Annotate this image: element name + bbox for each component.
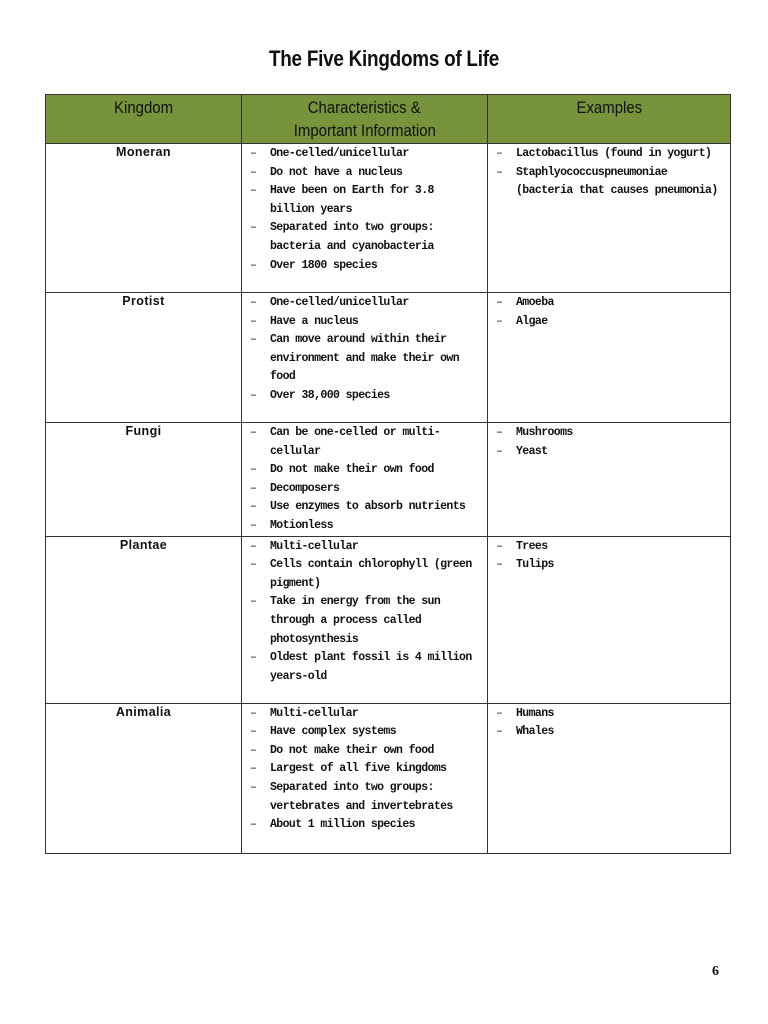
- list-item: – Over 38,000 species: [248, 387, 483, 406]
- list-item: – Lactobacillus (found in yogurt): [494, 145, 726, 164]
- list-item: – Decomposers: [248, 480, 483, 499]
- list-item: – Do not make their own food: [248, 461, 483, 480]
- list-item: – One-celled/unicellular: [248, 294, 483, 313]
- list-item: – Largest of all five kingdoms: [248, 760, 483, 779]
- list-item: – Mushrooms: [494, 424, 726, 443]
- table-row: [46, 144, 731, 293]
- examples-cell: [488, 144, 731, 293]
- list-item: – Staphlyococcuspneumoniae (bacteria that causes pneumonia): [494, 164, 726, 201]
- kingdom-name: Plantae: [46, 536, 242, 703]
- characteristics-list: [248, 538, 483, 687]
- kingdom-name: Fungi: [46, 423, 242, 537]
- kingdom-name: Moneran: [46, 144, 242, 293]
- list-item: – Cells contain chlorophyll (green pigment): [248, 556, 483, 593]
- characteristics-cell: [242, 144, 488, 293]
- characteristics-cell: [242, 703, 488, 853]
- page-number: 6: [712, 964, 719, 979]
- list-item: – Have been on Earth for 3.8 billion years: [248, 182, 483, 219]
- examples-list: [494, 424, 726, 461]
- examples-list: [494, 705, 726, 742]
- characteristics-cell: [242, 536, 488, 703]
- list-item: – Multi-cellular: [248, 705, 483, 724]
- list-item: – Oldest plant fossil is 4 million years-old: [248, 649, 483, 686]
- examples-list: [494, 538, 726, 575]
- kingdom-name: Animalia: [46, 703, 242, 853]
- list-item: – Have a nucleus: [248, 313, 483, 332]
- header-characteristics-line1: Characteristics &: [307, 98, 422, 117]
- list-item: – One-celled/unicellular: [248, 145, 483, 164]
- list-item: – Humans: [494, 705, 726, 724]
- list-item: – Have complex systems: [248, 723, 483, 742]
- table-row: [46, 536, 731, 703]
- list-item: – Yeast: [494, 443, 726, 462]
- header-kingdom: [46, 95, 242, 144]
- characteristics-cell: [242, 293, 488, 423]
- list-item: – Multi-cellular: [248, 538, 483, 557]
- table-row: [46, 423, 731, 537]
- characteristics-list: [248, 424, 483, 536]
- list-item: – Trees: [494, 538, 726, 557]
- page-title: The Five Kingdoms of Life: [268, 46, 500, 71]
- list-item: – Separated into two groups: vertebrates and invertebrates: [248, 779, 483, 816]
- table-header-row: [46, 95, 731, 144]
- examples-cell: [488, 536, 731, 703]
- examples-cell: [488, 423, 731, 537]
- header-examples-label: Examples: [576, 98, 642, 117]
- list-item: – Can be one-celled or multi-cellular: [248, 424, 483, 461]
- list-item: – Whales: [494, 723, 726, 742]
- header-kingdom-label: Kingdom: [113, 98, 174, 117]
- list-item: – Take in energy from the sun through a process called photosynthesis: [248, 593, 483, 649]
- list-item: – Over 1800 species: [248, 257, 483, 276]
- header-characteristics-line2: Important Information: [293, 121, 436, 140]
- examples-cell: [488, 703, 731, 853]
- list-item: – Use enzymes to absorb nutrients: [248, 498, 483, 517]
- kingdoms-table: [45, 94, 731, 854]
- kingdom-name: Protist: [46, 293, 242, 423]
- list-item: – Algae: [494, 313, 726, 332]
- header-characteristics: [242, 95, 488, 144]
- list-item: – Amoeba: [494, 294, 726, 313]
- list-item: – About 1 million species: [248, 816, 483, 835]
- list-item: – Can move around within their environment and make their own food: [248, 331, 483, 387]
- table-row: [46, 293, 731, 423]
- characteristics-list: [248, 145, 483, 275]
- list-item: – Motionless: [248, 517, 483, 536]
- characteristics-list: [248, 294, 483, 406]
- list-item: – Separated into two groups: bacteria and cyanobacteria: [248, 219, 483, 256]
- examples-cell: [488, 293, 731, 423]
- list-item: – Do not have a nucleus: [248, 164, 483, 183]
- characteristics-list: [248, 705, 483, 835]
- table-row: [46, 703, 731, 853]
- list-item: – Do not make their own food: [248, 742, 483, 761]
- list-item: – Tulips: [494, 556, 726, 575]
- examples-list: [494, 145, 726, 201]
- characteristics-cell: [242, 423, 488, 537]
- header-examples: [488, 95, 731, 144]
- examples-list: [494, 294, 726, 331]
